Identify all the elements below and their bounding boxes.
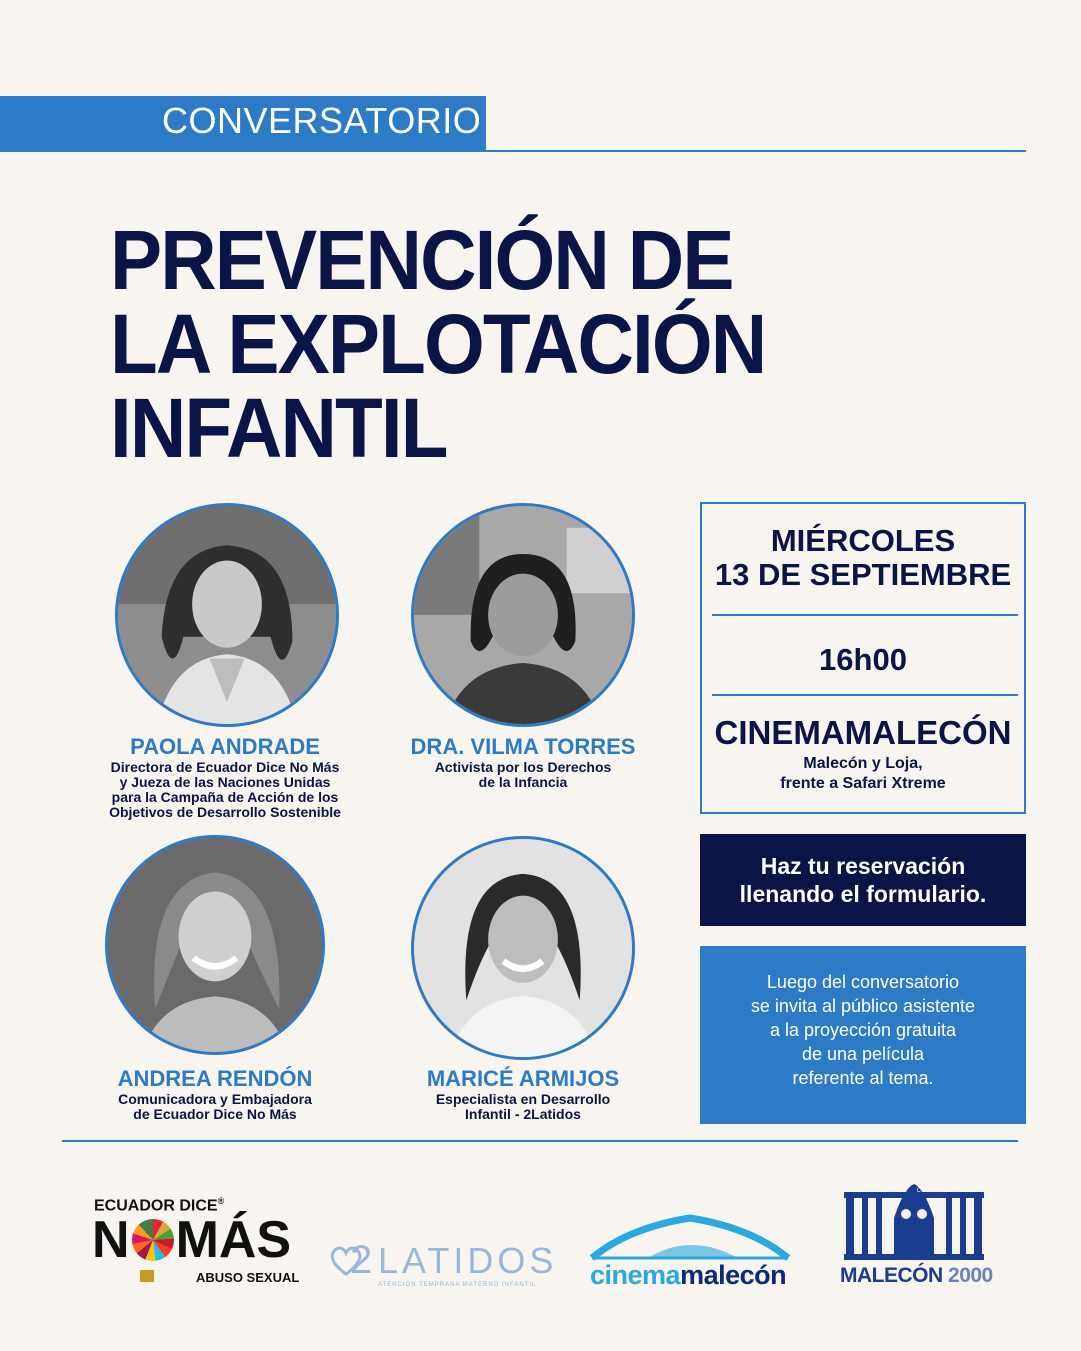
event-address: [702, 754, 1024, 794]
logo-letter-n: N: [92, 1211, 130, 1269]
event-date-day: 13 DE SEPTIEMBRE: [714, 557, 1012, 592]
arch-icon: [588, 1214, 792, 1264]
speaker-role-4-line-2: Infantil - 2Latidos: [465, 1106, 581, 1122]
logo-fundacion-main: [840, 1264, 993, 1288]
logo-fundacion-year: 2000: [948, 1264, 993, 1287]
speaker-role-1-line-3: para la Campaña de Acción de los: [111, 789, 339, 805]
trophy-base-icon: [140, 1270, 154, 1282]
speaker-role-1: [80, 760, 370, 820]
title-line-1: PREVENCIÓN DE: [110, 213, 733, 307]
event-address-line-2: frente a Safari Xtreme: [780, 775, 946, 792]
speaker-name-1: PAOLA ANDRADE: [130, 734, 320, 759]
speaker-role-3-line-1: Comunicadora y Embajadora: [118, 1091, 312, 1107]
logo-ecuador-dice-main: [92, 1211, 292, 1269]
person-portrait-icon: [414, 839, 632, 1057]
note-line-3: a la proyección gratuita: [769, 1020, 957, 1040]
note-line-1: Luego del conversatorio: [766, 972, 960, 992]
logo-ecuador-dice-no-mas: [92, 1196, 300, 1296]
screening-note-box: [700, 946, 1026, 1124]
logo-cinemamalecon: [588, 1214, 798, 1294]
speaker-role-1-line-1: Directora de Ecuador Dice No Más: [110, 759, 340, 775]
speaker-role-4-line-1: Especialista en Desarrollo: [435, 1091, 611, 1107]
event-address-line-1: Malecón y Loja,: [803, 755, 923, 772]
logo-2latidos: [328, 1238, 558, 1298]
event-info-box: [700, 502, 1026, 814]
event-date-weekday: MIÉRCOLES: [770, 523, 956, 558]
speaker-role-2: [378, 760, 668, 790]
reservation-cta[interactable]: [700, 834, 1026, 926]
logo-ecuador-dice-top: ECUADOR DICE: [94, 1197, 218, 1215]
logo-2latidos-number: 2: [350, 1238, 373, 1282]
logo-fundacion-word: MALECÓN: [840, 1264, 943, 1287]
reservation-cta-text: [700, 852, 1026, 908]
title-line-3: INFANTIL: [110, 381, 447, 475]
title-line-2: LA EXPLOTACIÓN: [110, 297, 766, 391]
speaker-role-3: [70, 1092, 360, 1122]
bottom-divider: [62, 1140, 1018, 1142]
top-divider: [0, 150, 1026, 152]
speaker-name-2: DRA. VILMA TORRES: [410, 734, 636, 759]
speaker-photo-andrea: [105, 835, 325, 1055]
header-tag: CONVERSATORIO: [162, 100, 482, 141]
logo-fundacion-malecon-2000: [838, 1178, 993, 1296]
event-time: 16h00: [819, 642, 907, 677]
logo-cinema-part: cinema: [590, 1260, 681, 1290]
event-venue: CINEMAMALECÓN: [714, 714, 1012, 751]
person-portrait-icon: [414, 506, 632, 724]
speaker-role-4: [378, 1092, 668, 1122]
speaker-role-3-line-2: de Ecuador Dice No Más: [133, 1106, 297, 1122]
page-title: [110, 213, 817, 475]
logo-malecon-part: malecón: [680, 1260, 787, 1290]
speaker-photo-paola: [115, 503, 339, 727]
logo-fundacion-top: FUNDACIÓN: [846, 1188, 972, 1194]
speaker-photo-vilma: [411, 503, 635, 727]
speaker-role-2-line-1: Activista por los Derechos: [434, 759, 612, 775]
speaker-role-2-line-2: de la Infancia: [478, 774, 568, 790]
screening-note-text: [700, 970, 1026, 1090]
note-line-5: referente al tema.: [792, 1068, 934, 1088]
info-divider-1: [712, 614, 1018, 616]
logo-2latidos-word: LATIDOS: [378, 1240, 558, 1281]
speaker-role-1-line-2: y Jueza de las Naciones Unidas: [119, 774, 331, 790]
logo-word-mas: MÁS: [175, 1211, 292, 1269]
person-portrait-icon: [118, 506, 336, 724]
logo-ecuador-dice-sub: ABUSO SEXUAL: [196, 1270, 300, 1285]
sdg-wheel-icon: [132, 1219, 174, 1261]
logo-registered-mark: ®: [217, 1196, 225, 1206]
speaker-role-1-line-4: Objetivos de Desarrollo Sostenible: [109, 804, 341, 820]
note-line-4: de una película: [801, 1044, 925, 1064]
person-portrait-icon: [108, 838, 322, 1052]
logo-2latidos-tagline: ATENCIÓN TEMPRANA MATERNO INFANTIL: [378, 1282, 537, 1288]
info-divider-2: [712, 694, 1018, 696]
speaker-name-4: MARICÉ ARMIJOS: [426, 1066, 620, 1091]
logo-cinemamalecon-text: [590, 1260, 786, 1291]
cta-line-2: llenando el formulario.: [739, 881, 987, 907]
speaker-photo-marice: [411, 836, 635, 1060]
note-line-2: se invita al público asistente: [750, 996, 976, 1016]
cta-line-1: Haz tu reservación: [760, 853, 966, 879]
event-date: [702, 524, 1024, 592]
speaker-name-3: ANDREA RENDÓN: [117, 1066, 313, 1091]
